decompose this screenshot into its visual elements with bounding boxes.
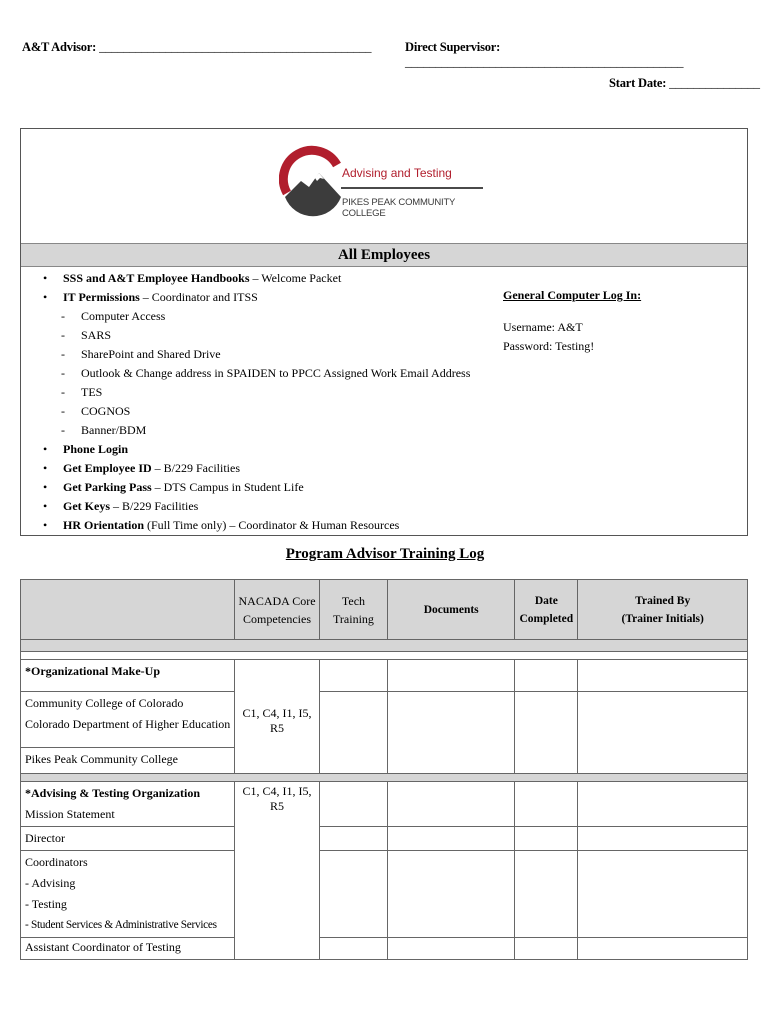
employee-checklist [43,269,470,535]
checklist-item-title: HR Orientation [63,518,144,532]
coordinators-cell [21,851,235,938]
training-log-title: Program Advisor Training Log [285,546,485,562]
checklist-item-detail: (Full Time only) – Coordinator & Human Resources [144,518,400,532]
spacer-row [21,652,748,660]
all-employees-section [20,128,748,536]
trained-header-line1: Trained By [635,594,691,607]
date-cell[interactable] [515,827,578,851]
date-header [515,580,578,640]
start-date-field[interactable] [609,76,760,91]
checklist-subitem-text: Banner/BDM [81,423,147,437]
checklist-item [43,497,470,516]
list-item: Assistant Coordinator of Testing [25,940,181,954]
section1-heading: *Organizational Make-Up [25,664,160,678]
checklist-item [43,440,470,459]
advisor-label: A&T Advisor: [22,40,97,54]
trainer-cell[interactable] [578,782,748,827]
list-item: Community College of Colorado [25,696,184,710]
advisor-field[interactable] [22,40,371,55]
tech-cell[interactable] [319,851,387,938]
computer-login-info [503,286,641,356]
documents-cell[interactable] [388,827,515,851]
date-header-line1: Date [534,594,558,607]
checklist-subitem [43,402,470,421]
list-item: - Advising [25,876,76,890]
section2-competencies-cell [235,782,319,960]
checklist-item-title: IT Permissions [63,290,140,304]
section2-heading-cell [21,782,235,827]
checklist-subitem [43,307,470,326]
section1-competencies-cell [235,660,319,774]
checklist-subitem [43,364,470,383]
checklist-subitem [43,383,470,402]
tech-cell[interactable] [319,827,387,851]
separator-row [21,640,748,652]
supervisor-label: Direct Supervisor: [405,40,501,54]
documents-cell[interactable] [388,660,515,692]
checklist-item [43,288,470,307]
list-item: Coordinators [25,855,88,869]
date-header-line2: Completed [519,612,574,625]
checklist-item-title: Get Parking Pass [63,480,152,494]
date-cell[interactable] [515,782,578,827]
section1-competencies: C1, C4, I1, I5, R5 [242,706,312,735]
list-item: Colorado Department of Higher Education [25,717,231,731]
date-cell[interactable] [515,938,578,960]
list-item: - Testing [25,897,67,911]
mountain-logo-icon [279,135,349,235]
separator-row [21,774,748,782]
dash-marker: - [61,404,65,418]
tech-cell[interactable] [319,938,387,960]
assistant-coordinator-cell [21,938,235,960]
checklist-item-detail: – Coordinator and ITSS [139,290,258,304]
checklist-item-detail: – B/229 Facilities [110,499,199,513]
date-cell[interactable] [515,851,578,938]
supervisor-blank[interactable]: ______________________________________________ [405,55,684,69]
section1-heading-cell [21,660,235,692]
checklist-subitem-text: Computer Access [81,309,166,323]
tech-cell[interactable] [319,692,387,774]
checklist-subitem-text: TES [81,385,103,399]
logo-title: Advising and Testing [342,166,452,180]
checklist-subitem [43,421,470,440]
dash-marker: - [61,309,65,323]
tech-cell[interactable] [319,782,387,827]
tech-header-line2: Training [333,611,374,626]
checklist-item [43,478,470,497]
documents-cell[interactable] [388,782,515,827]
checklist-item-detail: – DTS Campus in Student Life [151,480,304,494]
documents-header: Documents [388,580,515,640]
start-date-label: Start Date: [609,76,667,90]
list-item: Mission Statement [25,807,115,821]
section2-heading: *Advising & Testing Organization [25,786,201,800]
tech-header [319,580,387,640]
documents-cell[interactable] [388,938,515,960]
nacada-header-line2: Competencies [243,611,312,626]
checklist-item [43,516,470,535]
list-item: Pikes Peak Community College [25,752,178,766]
supervisor-field[interactable] [405,40,770,70]
section1-line-b-cell [21,748,235,774]
date-cell[interactable] [515,692,578,774]
checklist-subitem-text: SharePoint and Shared Drive [81,347,221,361]
dash-marker: - [61,347,65,361]
logo-divider [341,187,483,189]
advisor-blank[interactable]: _____________________________________________ [99,40,372,54]
tech-cell[interactable] [319,660,387,692]
trained-by-header [578,580,748,640]
checklist-subitem-text: COGNOS [81,404,131,418]
login-heading: General Computer Log In: [503,288,642,302]
college-logo [279,129,489,242]
director-cell [21,827,235,851]
all-employees-heading: All Employees [21,243,747,267]
trainer-cell[interactable] [578,827,748,851]
checklist-item-detail: – Welcome Packet [249,271,342,285]
checklist-subitem-text: SARS [81,328,112,342]
checklist-item [43,269,470,288]
trainer-cell[interactable] [578,851,748,938]
checklist-subitem [43,345,470,364]
tech-header-line1: Tech [341,593,366,608]
checklist-item-title: Phone Login [63,442,129,456]
trainer-cell[interactable] [578,692,748,774]
date-cell[interactable] [515,660,578,692]
dash-marker: - [61,366,65,380]
checklist-subitem-text: Outlook & Change address in SPAIDEN to PPCC Assigned Work Email Address [81,366,471,380]
documents-cell[interactable] [388,851,515,938]
trainer-cell[interactable] [578,660,748,692]
checklist-item-detail: – B/229 Facilities [151,461,240,475]
list-item: - Student Services & Administrative Services [25,919,217,931]
checklist-item [43,459,470,478]
checklist-item-title: Get Employee ID [63,461,152,475]
dash-marker: - [61,328,65,342]
nacada-header-line1: NACADA Core [238,593,316,608]
login-password: Password: Testing! [503,339,595,353]
login-username: Username: A&T [503,320,583,334]
dash-marker: - [61,385,65,399]
checklist-item-title: Get Keys [63,499,110,513]
trainer-cell[interactable] [578,938,748,960]
list-item: Director [25,831,65,845]
checklist-item-title: SSS and A&T Employee Handbooks [63,271,250,285]
section1-lines-cell [21,692,235,748]
nacada-header [235,580,319,640]
dash-marker: - [61,423,65,437]
start-date-blank[interactable]: _______________ [669,76,760,90]
logo-subtitle: PIKES PEAK COMMUNITY COLLEGE [342,197,456,219]
training-log-table [20,579,748,960]
section2-competencies: C1, C4, I1, I5, R5 [242,784,312,813]
checklist-subitem [43,326,470,345]
topic-header [21,580,235,640]
documents-cell[interactable] [388,692,515,774]
trained-header-line2: (Trainer Initials) [621,612,704,625]
